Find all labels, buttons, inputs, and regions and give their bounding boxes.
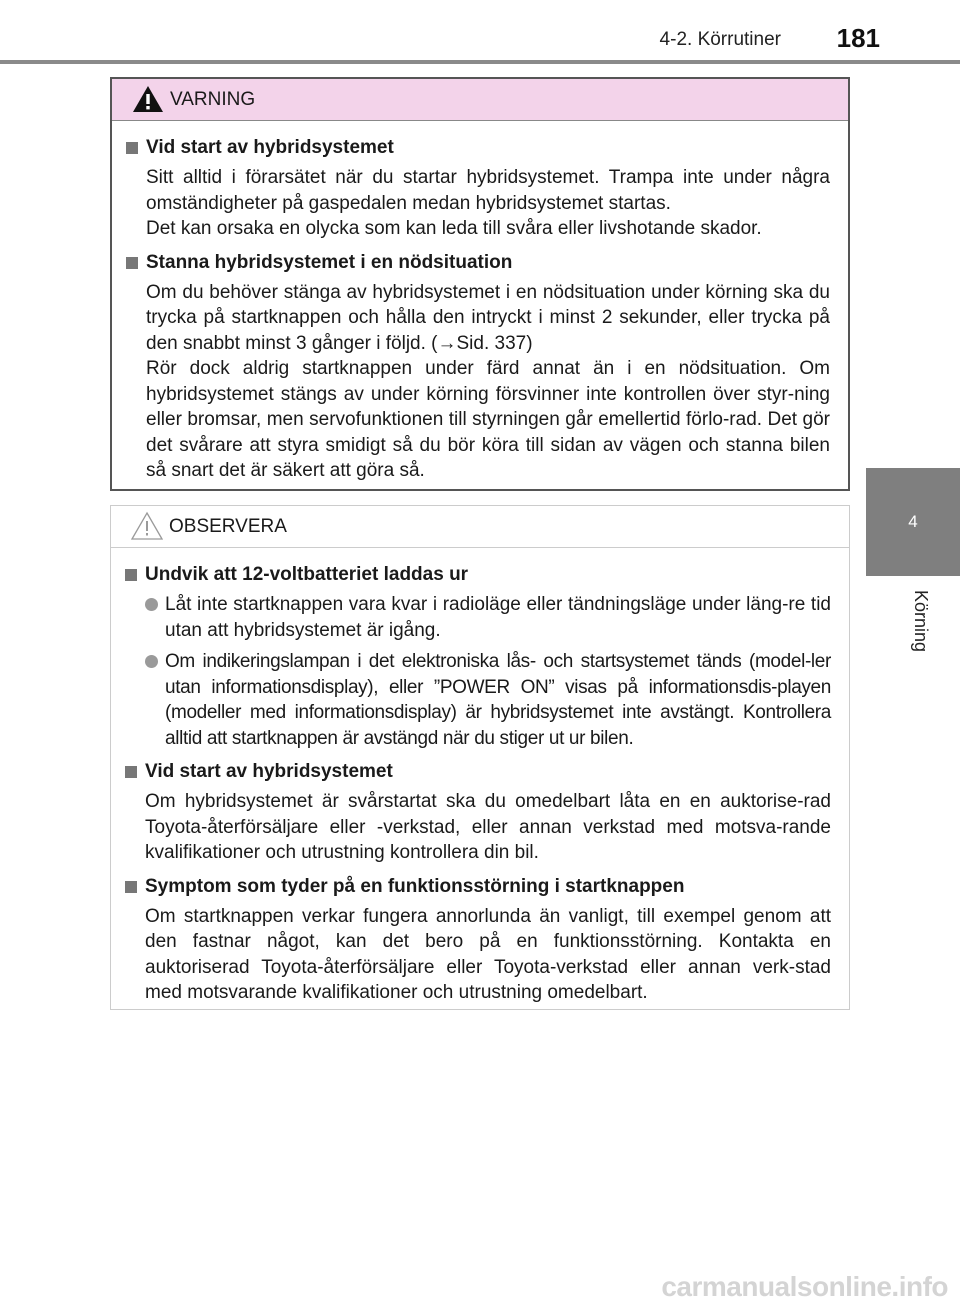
page-number: 181 bbox=[836, 23, 880, 53]
list-item bbox=[145, 649, 831, 751]
list-item bbox=[145, 592, 831, 643]
watermark: carmanualsonline.info bbox=[661, 1271, 948, 1302]
notice-header bbox=[111, 506, 849, 548]
paragraph: Sitt alltid i förarsätet när du startar hybridsystemet. Trampa inte under några omständigheter på gaspedalen medan hybridsystemet startas. bbox=[146, 167, 830, 214]
chapter-tab: 4 bbox=[866, 468, 960, 576]
square-bullet-icon bbox=[125, 766, 137, 778]
round-bullet-icon bbox=[145, 655, 158, 668]
square-bullet-icon bbox=[126, 257, 138, 269]
notice-body bbox=[111, 548, 849, 1006]
notice-box bbox=[110, 505, 850, 1010]
item-title: Vid start av hybridsystemet bbox=[146, 137, 394, 158]
warning-item-emergency bbox=[122, 250, 830, 484]
item-title: Vid start av hybridsystemet bbox=[145, 761, 393, 782]
notice-item-symptom bbox=[121, 874, 831, 1006]
warning-title: VARNING bbox=[170, 88, 256, 110]
square-bullet-icon bbox=[126, 142, 138, 154]
header-rule bbox=[0, 60, 960, 64]
round-bullet-icon bbox=[145, 598, 158, 611]
paragraph: Om startknappen verkar fungera annorlunda än vanligt, till exempel genom att den fastnar något, kan det bero på en funktionsstörning. Kontakta en auktoriserad Toyota-återförsäljare eller Toyota-verkstad eller annan verk-stad med motsvarande kvalifikationer och utrustning omedelbart. bbox=[145, 905, 831, 1003]
notice-title: OBSERVERA bbox=[169, 515, 287, 537]
paragraph: Om hybridsystemet är svårstartat ska du omedelbart låta en en auktorise-rad Toyota-återförsäljare eller -verkstad, eller annan verkstad med motsva-rande kvalifikationer och utrustning kontrollera din bil. bbox=[145, 791, 831, 863]
bullet-text: Om indikeringslampan i det elektroniska lås- och startsystemet tänds (model-ler utan informationsdisplay), eller ”POWER ON” visas på informationsdis-playen (modeller med informationsdisplay) är hybridsystemet inte avstängt. Kontrollera alltid att startknappen är avstängd när du stiger ut ur bilen. bbox=[165, 651, 831, 749]
warning-body bbox=[112, 121, 848, 484]
notice-item-battery bbox=[121, 562, 831, 751]
section-title: 4-2. Körrutiner bbox=[659, 29, 781, 50]
paragraph: Det kan orsaka en olycka som kan leda till svåra eller livshotande skador. bbox=[146, 218, 762, 239]
warning-header bbox=[112, 79, 848, 121]
warning-item-start bbox=[122, 135, 830, 242]
square-bullet-icon bbox=[125, 881, 137, 893]
notice-item-start bbox=[121, 759, 831, 866]
square-bullet-icon bbox=[125, 569, 137, 581]
paragraph: Om du behöver stänga av hybridsystemet i en nödsituation under körning ska du trycka på startknappen och hålla den intryckt i minst 2 sekunder, eller trycka på den snabbt minst 3 gånger i följd. (→Sid. 337) bbox=[146, 281, 830, 354]
item-title: Undvik att 12-voltbatteriet laddas ur bbox=[145, 564, 469, 585]
chapter-label: Körning bbox=[911, 590, 931, 653]
paragraph: Rör dock aldrig startknappen under färd annat än i en nödsituation. Om hybridsystemet stängs av under körning försvinner inte kontrollen över styr-ning eller bromsar, men servofunktionen till styrningen går emellertid förlo-rad. Det gör det svårare att styra smidigt så du bör köra till sidan av vägen och stanna bilen så snart det är säkert att göra så. bbox=[146, 358, 830, 481]
warning-box bbox=[110, 77, 850, 491]
item-title: Symptom som tyder på en funktionsstörning i startknappen bbox=[145, 875, 685, 897]
item-title: Stanna hybridsystemet i en nödsituation bbox=[146, 251, 513, 273]
caution-triangle-icon bbox=[131, 511, 163, 541]
bullet-text: Låt inte startknappen vara kvar i radioläge eller tändningsläge under läng-re tid utan att hybridsystemet är igång. bbox=[165, 594, 831, 641]
warning-triangle-icon bbox=[132, 84, 164, 114]
